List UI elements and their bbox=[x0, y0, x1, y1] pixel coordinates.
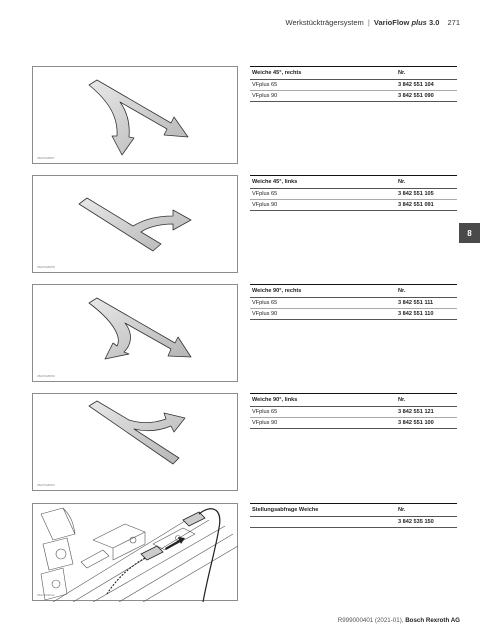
brand-suffix: plus bbox=[411, 18, 427, 27]
variant-name: VFplus 65 bbox=[250, 189, 396, 200]
document-reference: R999000401 (2021-01), bbox=[337, 617, 404, 624]
product-figure-switch-90-left bbox=[32, 393, 238, 491]
variant-name: VFplus 90 bbox=[250, 309, 396, 320]
product-figure-switch-45-left bbox=[32, 175, 238, 273]
switch-90-right-arrow-icon bbox=[33, 285, 239, 383]
part-number[interactable]: 3 842 551 105 bbox=[396, 189, 457, 200]
switch-45-right-arrow-icon bbox=[33, 67, 239, 165]
table-row bbox=[250, 298, 457, 309]
nr-header: Nr. bbox=[396, 176, 457, 189]
nr-header: Nr. bbox=[396, 285, 457, 298]
table-header bbox=[250, 285, 457, 298]
product-title: Weiche 45°, rechts bbox=[250, 67, 396, 80]
table-row bbox=[250, 80, 457, 91]
table-header bbox=[250, 176, 457, 189]
page-footer bbox=[338, 617, 460, 624]
position-sensor-drawing bbox=[33, 504, 239, 602]
product-figure-switch-90-right bbox=[32, 284, 238, 382]
spec-table-switch-90-left bbox=[250, 393, 457, 429]
variant-name: VFplus 65 bbox=[250, 298, 396, 309]
switch-45-left-arrow-icon bbox=[33, 176, 239, 274]
page-header bbox=[286, 18, 460, 27]
figure-code: 3842548960 bbox=[37, 483, 55, 487]
table-row bbox=[250, 189, 457, 200]
part-number[interactable]: 3 842 551 121 bbox=[396, 407, 457, 418]
table-row bbox=[250, 309, 457, 320]
part-number[interactable]: 3 842 551 090 bbox=[396, 91, 457, 102]
spec-table-position-sensor bbox=[250, 503, 457, 528]
product-title: Weiche 90°, links bbox=[250, 394, 396, 407]
section-title: Werkstückträgersystem bbox=[285, 18, 364, 27]
table-row bbox=[250, 517, 457, 528]
product-figure-position-sensor bbox=[32, 503, 238, 601]
part-number[interactable]: 3 842 535 150 bbox=[396, 517, 457, 528]
product-title: Weiche 45°, links bbox=[250, 176, 396, 189]
company-name: Bosch Rexroth AG bbox=[405, 617, 460, 624]
table-row bbox=[250, 200, 457, 211]
part-number[interactable]: 3 842 551 110 bbox=[396, 309, 457, 320]
table-row bbox=[250, 407, 457, 418]
variant-name bbox=[250, 517, 396, 528]
product-title: Stellungsabfrage Weiche bbox=[250, 504, 396, 517]
spec-table-switch-45-left bbox=[250, 175, 457, 211]
nr-header: Nr. bbox=[396, 394, 457, 407]
table-row bbox=[250, 91, 457, 102]
variant-name: VFplus 65 bbox=[250, 80, 396, 91]
spec-table-switch-90-right bbox=[250, 284, 457, 320]
nr-header: Nr. bbox=[396, 504, 457, 517]
brand-version: 3.0 bbox=[428, 18, 440, 27]
figure-code: 3842549002 bbox=[37, 593, 55, 597]
variant-name: VFplus 90 bbox=[250, 418, 396, 429]
table-header bbox=[250, 394, 457, 407]
variant-name: VFplus 65 bbox=[250, 407, 396, 418]
switch-90-left-arrow-icon bbox=[33, 394, 239, 492]
figure-code: 3842548957 bbox=[37, 156, 55, 160]
variant-name: VFplus 90 bbox=[250, 91, 396, 102]
brand-name: VarioFlow bbox=[373, 18, 410, 27]
spec-table-switch-45-right bbox=[250, 66, 457, 102]
part-number[interactable]: 3 842 551 111 bbox=[396, 298, 457, 309]
part-number[interactable]: 3 842 551 104 bbox=[396, 80, 457, 91]
table-row bbox=[250, 418, 457, 429]
part-number[interactable]: 3 842 551 100 bbox=[396, 418, 457, 429]
figure-code: 3842548958 bbox=[37, 265, 55, 269]
header-separator: | bbox=[367, 18, 370, 27]
product-figure-switch-45-right bbox=[32, 66, 238, 164]
table-header bbox=[250, 67, 457, 80]
figure-code: 3842548959 bbox=[37, 374, 55, 378]
variant-name: VFplus 90 bbox=[250, 200, 396, 211]
page-number: 271 bbox=[447, 18, 460, 27]
chapter-tab[interactable]: 8 bbox=[459, 223, 480, 243]
part-number[interactable]: 3 842 551 091 bbox=[396, 200, 457, 211]
product-title: Weiche 90°, rechts bbox=[250, 285, 396, 298]
table-header bbox=[250, 504, 457, 517]
nr-header: Nr. bbox=[396, 67, 457, 80]
